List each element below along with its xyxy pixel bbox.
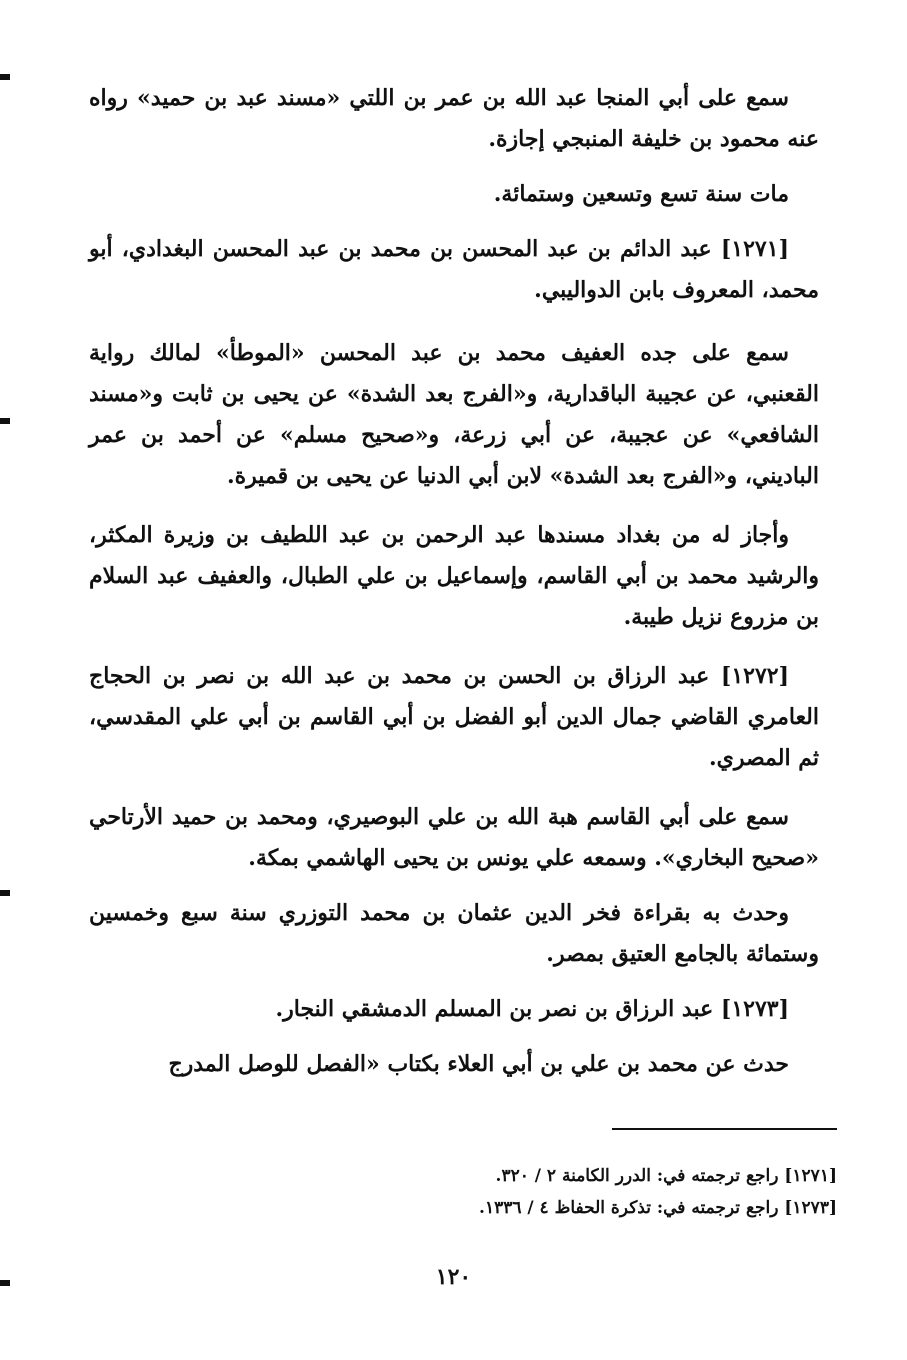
paragraph-8: وحدث به بقراءة فخر الدين عثمان بن محمد التوزري سنة سبع وخمسين وستمائة بالجامع العتيق بمصر. [89,900,819,967]
entry-text: عبد الدائم بن عبد المحسن بن محمد بن عبد المحسن البغدادي، أبو محمد، المعروف بابن الدواليبي. [89,236,819,303]
footnote-text: راجع ترجمته في: الدرر الكامنة ٢ / ٣٢٠. [495,1166,779,1186]
entry-text: عبد الرزاق بن نصر بن المسلم الدمشقي النجار. [275,996,714,1022]
paragraph-2: مات سنة تسع وتسعين وستمائة. [493,181,789,207]
entry-text: عبد الرزاق بن الحسن بن محمد بن عبد الله بن نصر بن الحجاج العامري القاضي جمال الدين أبو الفضل بن أبي القاسم بن أبي علي المقدسي، ثم المصري. [89,663,819,771]
main-text [89,78,819,1085]
entry-1273 [89,989,819,1030]
scan-edge-mark [0,890,10,896]
scan-edge-mark [0,74,10,80]
footnote-text: راجع ترجمته في: تذكرة الحفاظ ٤ / ١٣٣٦. [479,1198,779,1218]
footnote-number: [١٢٧١] [784,1166,837,1186]
paragraph-4: سمع على جده العفيف محمد بن عبد المحسن «الموطأ» لمالك رواية القعنبي، عن عجيبة الباقدارية، و«الفرج بعد الشدة» عن يحيى بن ثابت و«مسند الشافعي» عن عجيبة، عن أبي زرعة، و«صحيح مسلم» عن أحمد بن عمر الباديني، و«الفرج بعد الشدة» لابن أبي الدنيا عن يحيى بن قميرة. [89,340,819,489]
paragraph-5: وأجاز له من بغداد مسندها عبد الرحمن بن عبد اللطيف بن وزيرة المكثر، والرشيد محمد بن أبي القاسم، وإسماعيل بن علي الطبال، والعفيف عبد السلام بن مزروع نزيل طيبة. [89,522,819,630]
footnote-1271 [97,1160,837,1192]
page-number: ١٢٠ [435,1264,472,1290]
paragraph-7: سمع على أبي القاسم هبة الله بن علي البوصيري، ومحمد بن حميد الأرتاحي «صحيح البخاري». وسمعه علي يونس بن يحيى الهاشمي بمكة. [89,804,819,871]
footnotes [97,1160,837,1224]
footnote-separator [612,1128,837,1130]
entry-1272 [89,656,819,779]
entry-number: [١٢٧٢] [720,663,789,689]
entry-number: [١٢٧٣] [720,996,789,1022]
footnote-1273 [97,1192,837,1224]
scan-edge-mark [0,418,10,424]
entry-1271 [89,229,819,311]
footnote-number: [١٢٧٣] [784,1198,837,1218]
paragraph-10: حدث عن محمد بن علي بن أبي العلاء بكتاب «الفصل للوصل المدرج [168,1051,789,1077]
entry-number: [١٢٧١] [720,236,789,262]
paragraph-1: سمع على أبي المنجا عبد الله بن عمر بن اللتي «مسند عبد بن حميد» رواه عنه محمود بن خليفة المنبجي إجازة. [89,85,819,152]
